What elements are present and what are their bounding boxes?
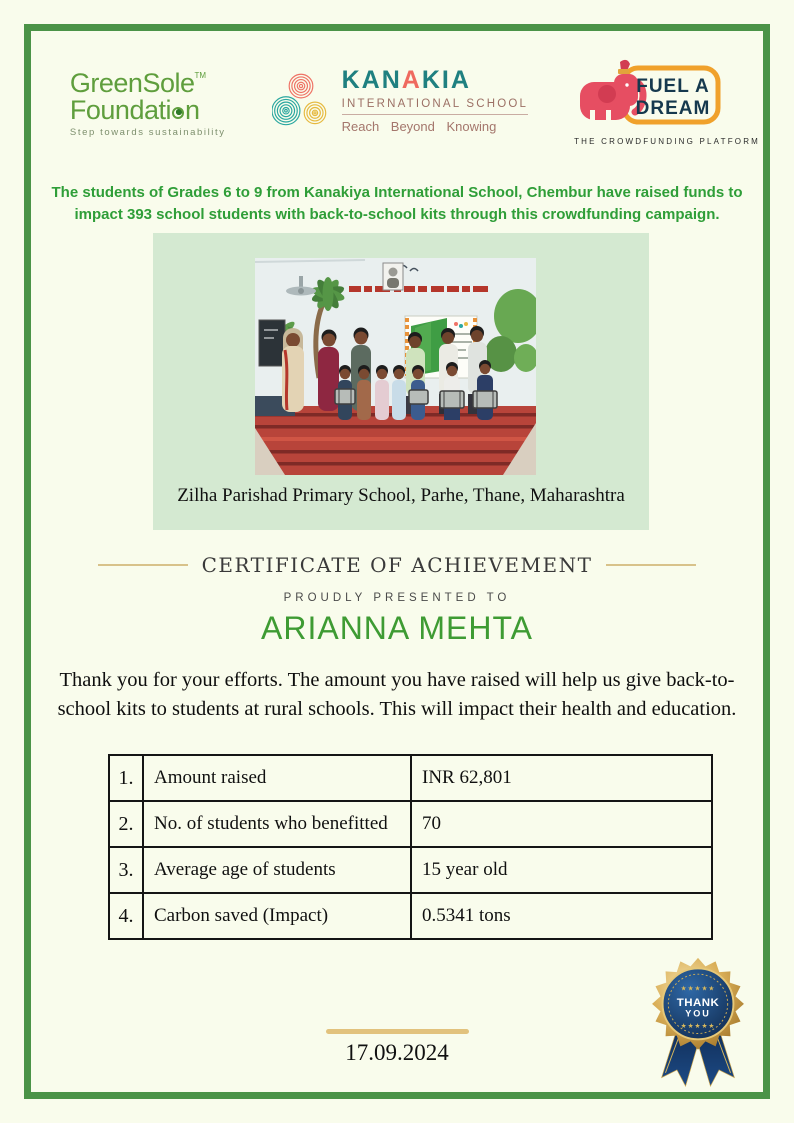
kanakia-logo bbox=[272, 66, 529, 134]
fueladream-elephant-icon bbox=[574, 54, 724, 134]
greensole-foundation bbox=[70, 97, 226, 124]
greensole-name bbox=[70, 62, 226, 97]
kanakia-name-accent: A bbox=[401, 66, 422, 94]
table-row bbox=[109, 893, 712, 939]
row-value-cell: 15 year old bbox=[411, 847, 712, 893]
recycle-leaf-o-icon bbox=[172, 107, 184, 119]
greensole-logo bbox=[70, 62, 226, 138]
campaign-summary-line1: The students of Grades 6 to 9 from Kanakiya International School, Chembur have raised funds to bbox=[51, 184, 743, 201]
campaign-summary-line2: impact 393 school students with back-to-school kits through this crowdfunding campaign. bbox=[74, 206, 720, 223]
greensole-tagline: Step towards sustainability bbox=[69, 127, 226, 138]
logo-header bbox=[0, 52, 794, 148]
trademark-mark: TM bbox=[194, 71, 207, 80]
date-divider bbox=[326, 1029, 469, 1034]
table-row bbox=[109, 801, 712, 847]
foundation-text-post: n bbox=[184, 95, 200, 125]
foundation-text-pre: Foundati bbox=[69, 95, 171, 125]
impact-table bbox=[108, 754, 713, 940]
kanakia-spiral-circles-icon bbox=[272, 71, 330, 129]
badge-you-text: YOU bbox=[685, 1008, 711, 1019]
fueladream-name-line2: DREAM bbox=[635, 98, 711, 119]
photo-caption: Zilha Parishad Primary School, Parhe, Thane, Maharashtra bbox=[177, 485, 625, 506]
certificate-title-row bbox=[0, 553, 794, 577]
greensole-name-text: GreenSole bbox=[69, 68, 195, 98]
fueladream-tagline: THE CROWDFUNDING PLATFORM bbox=[574, 137, 761, 146]
table-row bbox=[109, 755, 712, 801]
photo-panel bbox=[153, 233, 649, 530]
row-value-cell: INR 62,801 bbox=[411, 755, 712, 801]
recipient-name: ARIANNA MEHTA bbox=[261, 610, 533, 646]
row-number-cell: 3. bbox=[109, 847, 143, 893]
row-number-cell: 4. bbox=[109, 893, 143, 939]
presented-to-label: PROUDLY PRESENTED TO bbox=[283, 592, 511, 604]
thank-you-message bbox=[24, 666, 770, 723]
row-label-cell: No. of students who benefitted bbox=[143, 801, 411, 847]
kanakia-name bbox=[342, 66, 529, 95]
fueladream-name-line1: FUEL A bbox=[636, 76, 710, 97]
badge-thank-text: THANK bbox=[676, 996, 720, 1009]
date: 17.09.2024 bbox=[345, 1040, 449, 1065]
thank-you-message-line2: school kits to students at rural schools. This will impact their health and education. bbox=[57, 697, 737, 720]
campaign-summary bbox=[30, 182, 764, 226]
row-number-cell: 2. bbox=[109, 801, 143, 847]
kanakia-tagline: Reach Beyond Knowing bbox=[342, 114, 529, 134]
kanakia-wordmark bbox=[342, 66, 529, 134]
badge-stars-bottom: ★★★★★ bbox=[680, 1021, 716, 1030]
kanakia-subtitle: INTERNATIONAL SCHOOL bbox=[341, 98, 529, 110]
thank-you-badge bbox=[650, 956, 746, 1090]
row-value-cell: 70 bbox=[411, 801, 712, 847]
row-label-cell: Average age of students bbox=[143, 847, 411, 893]
kanakia-name-pre: KAN bbox=[341, 66, 402, 94]
left-rule bbox=[98, 564, 188, 566]
thank-you-message-line1: Thank you for your efforts. The amount you have raised will help us give back-to- bbox=[59, 669, 735, 691]
row-number-cell: 1. bbox=[109, 755, 143, 801]
school-group-photo bbox=[255, 258, 536, 475]
certificate-title: CERTIFICATE OF ACHIEVEMENT bbox=[201, 553, 593, 577]
row-value-cell: 0.5341 tons bbox=[411, 893, 712, 939]
portrait-frame bbox=[383, 263, 403, 290]
table-row bbox=[109, 847, 712, 893]
row-label-cell: Amount raised bbox=[143, 755, 411, 801]
fueladream-logo bbox=[574, 54, 761, 146]
blackboard bbox=[259, 320, 285, 366]
row-label-cell: Carbon saved (Impact) bbox=[143, 893, 411, 939]
kanakia-name-post: KIA bbox=[421, 66, 471, 94]
right-rule bbox=[606, 564, 696, 566]
badge-stars-top: ★★★★★ bbox=[680, 984, 716, 993]
